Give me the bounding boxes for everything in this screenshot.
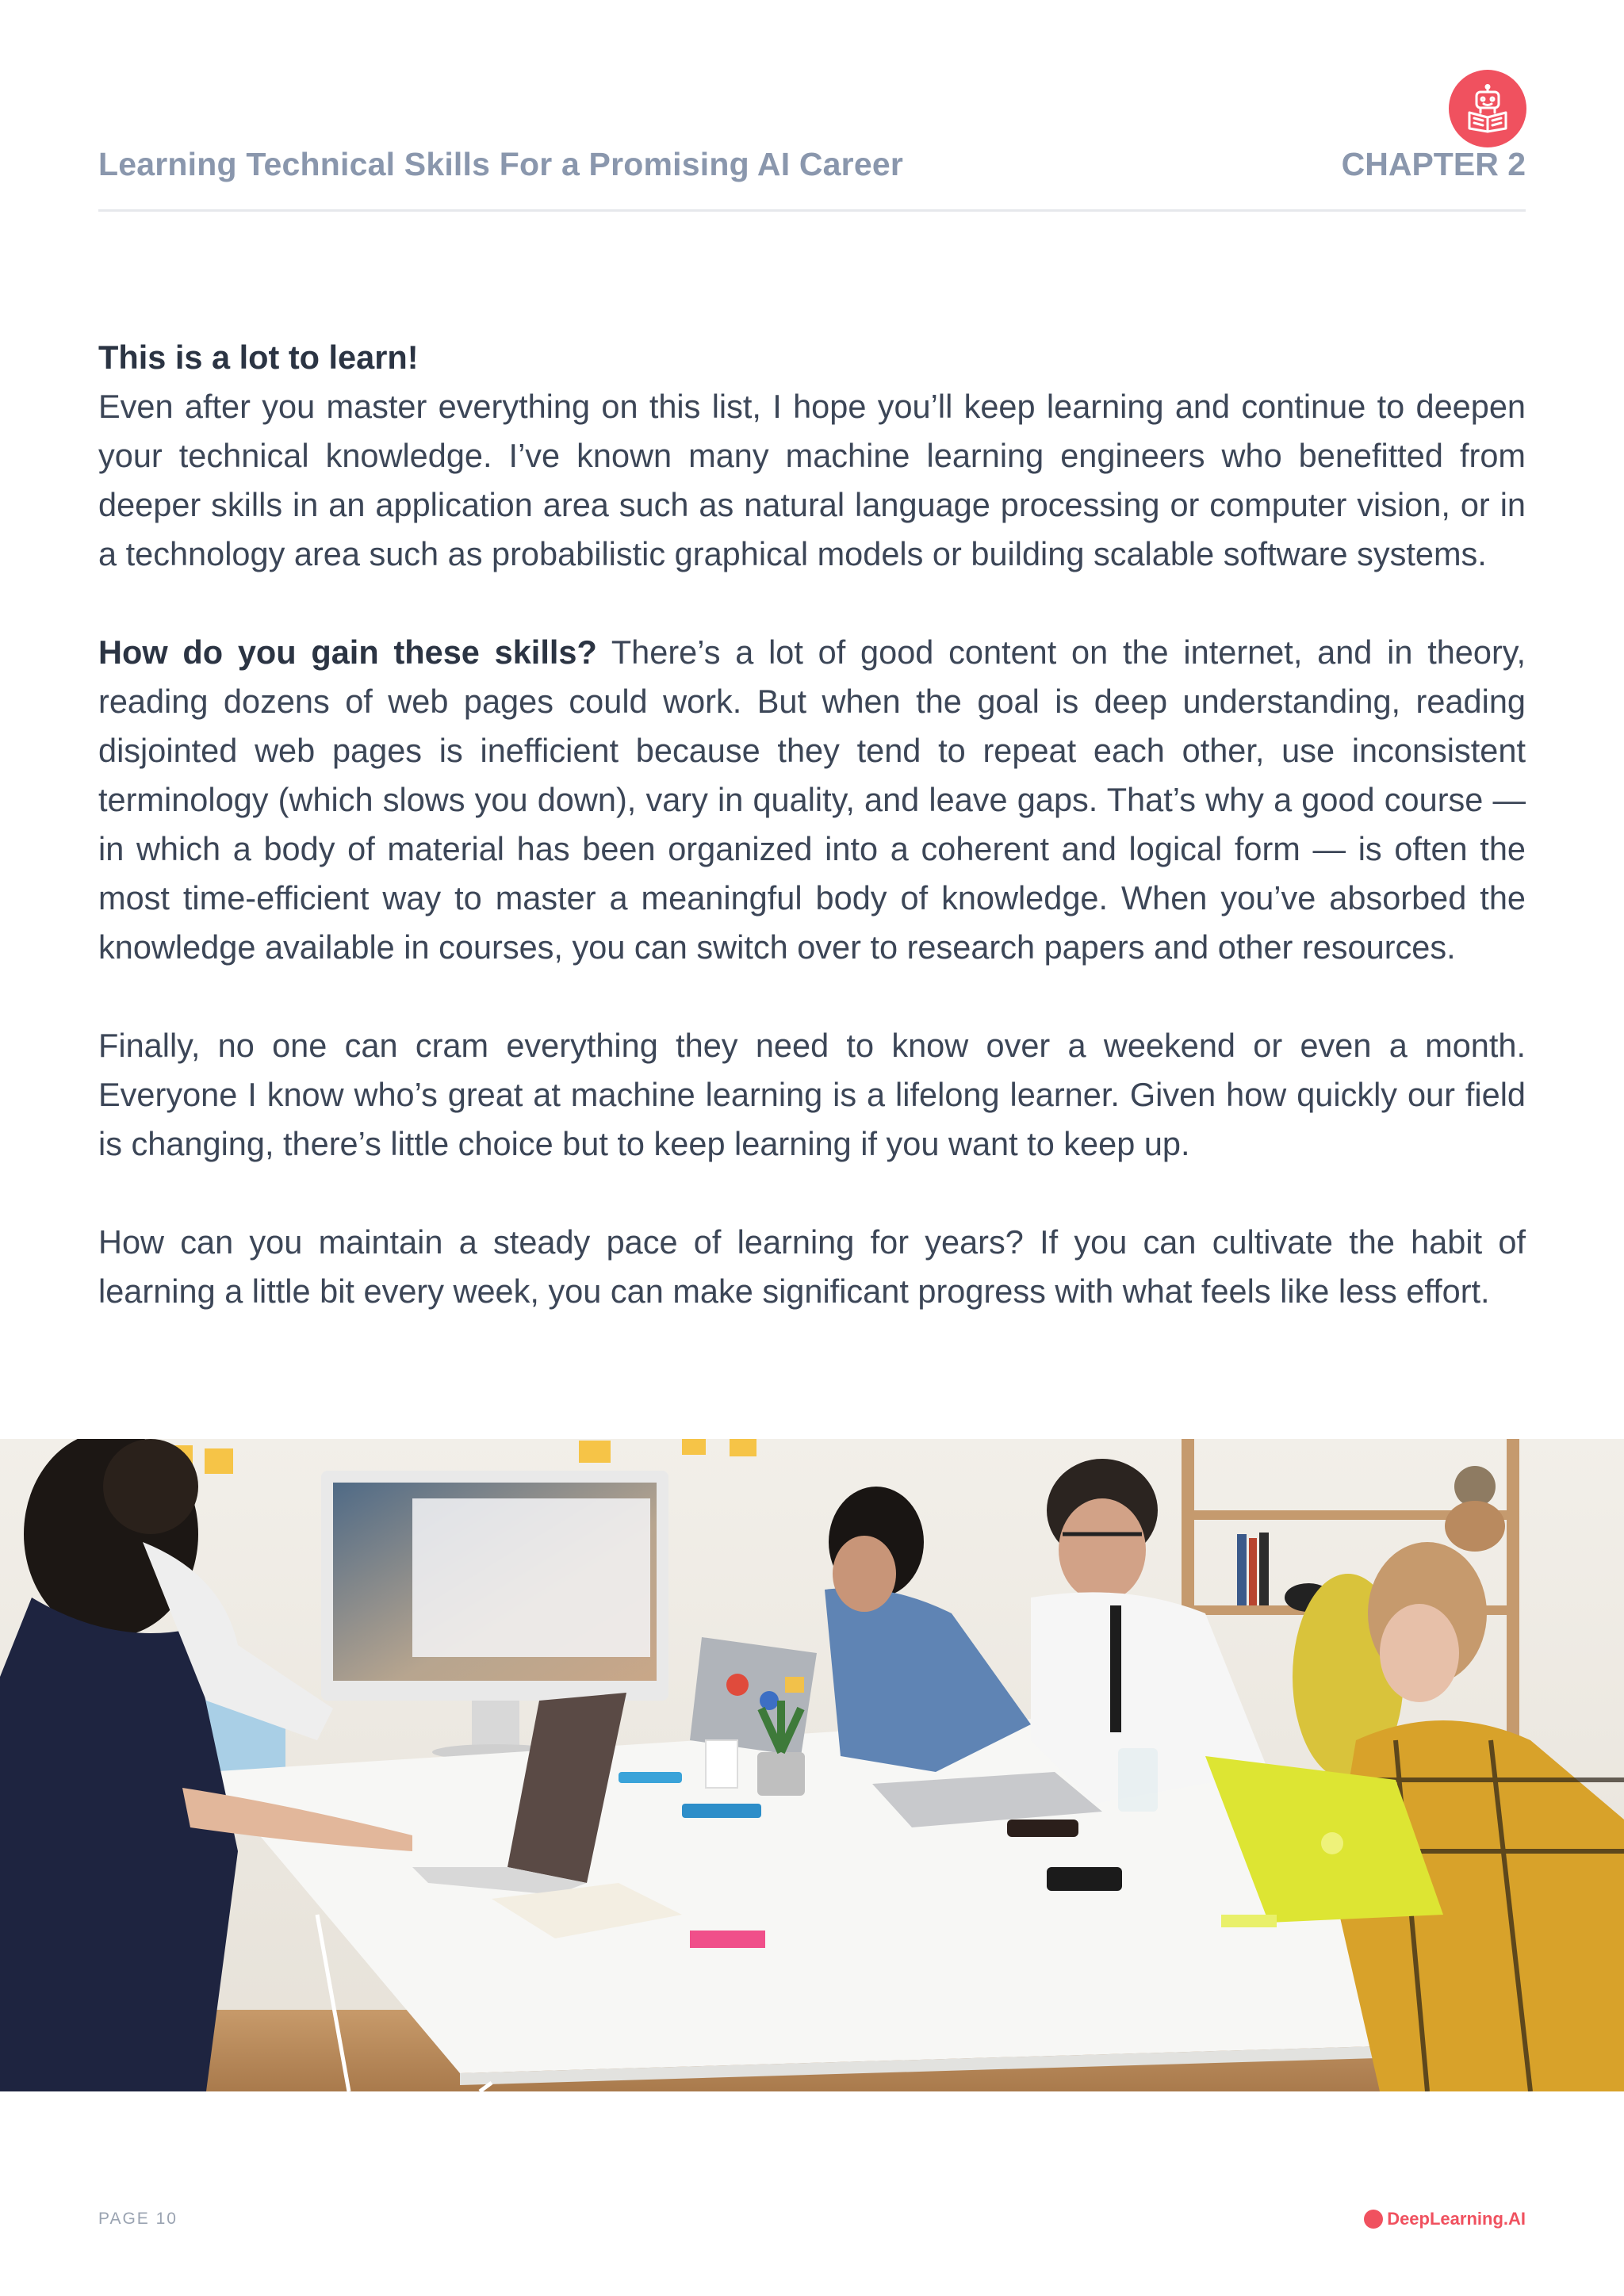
paragraph-1: [98, 333, 1526, 579]
paragraph-4: [98, 1218, 1526, 1316]
paragraph-1-text: Even after you master everything on this list, I hope you’ll keep learning and continue to deepen your technical knowledge. I’ve known many machine learning engineers who benefitted from deeper skills in an application area such as natural language processing or computer vision, or in a technology area such as probabilistic graphical models or building scalable software systems.: [98, 388, 1526, 572]
deeplearning-ai-logo: [1364, 2209, 1526, 2229]
robot-reading-icon: [1463, 84, 1512, 133]
paragraph-2-lead: How do you gain these skills?: [98, 633, 597, 671]
body-text: [98, 333, 1526, 1365]
team-meeting-photo: [0, 1439, 1624, 2091]
chapter-label: CHAPTER 2: [1341, 146, 1526, 182]
paragraph-2-text: There’s a lot of good content on the internet, and in theory, reading dozens of web pages could work. But when the goal is deep understanding, reading disjointed web pages is inefficient because they tend to repeat each other, use inconsistent terminology (which slows you down), vary in quality, and leave gaps. That’s why a good course — in which a body of material has been organized into a coherent and logical form — is often the most time-efficient way to master a meaningful body of knowledge. When you’ve absorbed the knowledge available in courses, you can switch over to research papers and other resources.: [98, 633, 1526, 966]
paragraph-3-text: Finally, no one can cram everything they need to know over a weekend or even a month. Everyone I know who’s great at machine learning is a lifelong learner. Given how quickly our field is changing, there’s little choice but to keep learning if you want to keep up.: [98, 1027, 1526, 1162]
header-title: Learning Technical Skills For a Promising AI Career: [98, 146, 904, 182]
header-divider: [98, 209, 1526, 212]
paragraph-3: [98, 1021, 1526, 1169]
logo-text: DeepLearning.AI: [1387, 2209, 1526, 2229]
paragraph-2: [98, 628, 1526, 972]
paragraph-4-text: How can you maintain a steady pace of learning for years? If you can cultivate the habit of learning a little bit every week, you can make significant progress with what feels like less effort.: [98, 1223, 1526, 1310]
logo-mark-icon: [1364, 2210, 1383, 2229]
page-number: PAGE 10: [98, 2210, 178, 2228]
chapter-badge: [1449, 70, 1526, 147]
paragraph-1-lead: This is a lot to learn!: [98, 339, 419, 376]
